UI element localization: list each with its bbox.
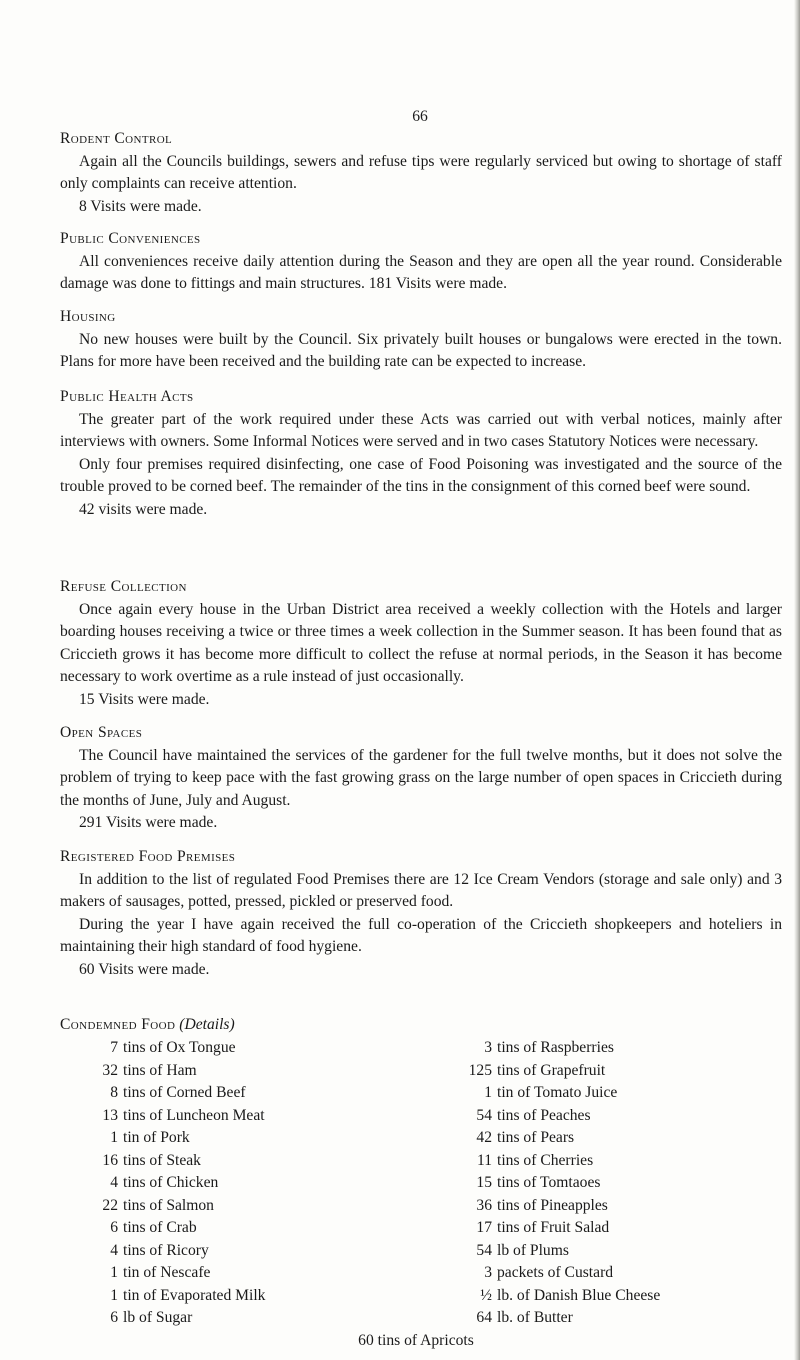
list-item: 4 tins of Chicken	[110, 1174, 219, 1191]
list-item: 60 tins of Apricots	[358, 1332, 474, 1349]
paragraph: 291 Visits were made.	[79, 814, 218, 832]
section-heading: Registered Food Premises	[60, 848, 236, 865]
list-item: 36 tins of Pineapples	[476, 1196, 608, 1214]
section-heading: Open Spaces	[60, 724, 143, 741]
section-open-spaces	[60, 722, 782, 835]
section-condemned-food	[60, 1014, 782, 1037]
list-item: ½ lb. of Danish Blue Cheese	[480, 1286, 661, 1304]
section-housing	[60, 306, 782, 374]
paragraph: 8 Visits were made.	[79, 197, 202, 215]
list-item: 1 tin of Nescafe	[110, 1264, 211, 1281]
condemned-heading	[60, 1014, 782, 1037]
section-registered-food-premises	[60, 846, 782, 982]
list-item: 7 tins of Ox Tongue	[110, 1039, 236, 1056]
list-item: 1 tin of Pork	[110, 1129, 190, 1146]
paragraph: During the year I have again received the full co-operation of the Criccieth shopkeepers and hoteliers in maintaining their high standard of food hygiene.	[60, 915, 782, 956]
list-item: 15 tins of Tomtaoes	[476, 1174, 601, 1191]
list-item: 17 tins of Fruit Salad	[476, 1219, 610, 1236]
list-item: 42 tins of Pears	[476, 1129, 575, 1146]
list-item: 54 lb of Plums	[476, 1241, 569, 1259]
heading-detail: (Details)	[179, 1016, 235, 1033]
section-public-health-acts	[60, 386, 782, 522]
list-item: 6 tins of Crab	[110, 1219, 197, 1236]
list-item: 32 tins of Ham	[102, 1061, 197, 1079]
paragraph: No new houses were built by the Council. Six privately built houses or bungalows were erected in the town. Plans for more have been received and the building rate can be expected to increase.	[60, 330, 782, 371]
list-item: 6 lb of Sugar	[110, 1309, 193, 1326]
paragraph: The Council have maintained the services of the gardener for the full twelve months, but it does not solve the problem of trying to keep pace with the fast growing grass on the large number of open spaces in Criccieth during the months of June, July and August.	[60, 746, 782, 809]
list-item: 22 tins of Salmon	[102, 1196, 214, 1214]
paragraph: Once again every house in the Urban District area received a weekly collection with the Hotels and larger boarding houses receiving a twice or three times a week collection in the Summer season. It has been found that as Criccieth grows it has become more difficult to collect the refuse at normal periods, in the Season it has become necessary to work overtime as a rule instead of just occasionally.	[60, 600, 782, 686]
paragraph: In addition to the list of regulated Food Premises there are 12 Ice Cream Vendors (storage and sale only) and 3 makers of sausages, potted, pressed, pickled or preserved food.	[60, 870, 782, 911]
section-rodent-control	[60, 128, 782, 218]
condemned-list-left	[84, 1037, 265, 1330]
section-public-conveniences	[60, 228, 782, 296]
list-item: 11 tins of Cherries	[476, 1151, 594, 1169]
section-heading: Condemned Food	[60, 1016, 176, 1033]
page-number: 66	[412, 108, 428, 125]
paragraph: Again all the Councils buildings, sewers and refuse tips were regularly serviced but owing to shortage of staff only complaints can receive attention.	[60, 152, 782, 193]
paragraph: The greater part of the work required under these Acts was carried out with verbal notices, mainly after interviews with owners. Some Informal Notices were served and in two cases Statutory Notices were necessary.	[60, 410, 782, 451]
page-edge-shadow	[794, 0, 800, 1360]
section-heading: Rodent Control	[60, 130, 173, 147]
section-heading: Refuse Collection	[60, 578, 187, 595]
condemned-final-line	[60, 1330, 780, 1352]
condemned-list-right	[456, 1037, 660, 1330]
list-item: 125 tins of Grapefruit	[468, 1061, 606, 1079]
paragraph: 60 Visits were made.	[79, 960, 210, 978]
list-item: 16 tins of Steak	[102, 1151, 201, 1169]
list-item: 64 lb. of Butter	[476, 1309, 573, 1326]
list-item: 4 tins of Ricory	[110, 1241, 209, 1259]
list-item: 3 packets of Custard	[484, 1264, 614, 1281]
list-item: 54 tins of Peaches	[476, 1106, 591, 1124]
section-heading: Public Conveniences	[60, 230, 201, 247]
section-heading: Housing	[60, 308, 116, 325]
list-item: 3 tins of Raspberries	[484, 1039, 614, 1056]
list-item: 8 tins of Corned Beef	[110, 1084, 246, 1101]
paragraph: 15 Visits were made.	[79, 690, 210, 708]
list-item: 1 tin of Tomato Juice	[484, 1084, 618, 1101]
section-heading: Public Health Acts	[60, 388, 194, 405]
list-item: 13 tins of Luncheon Meat	[102, 1106, 265, 1124]
section-refuse-collection	[60, 576, 782, 712]
paragraph: 42 visits were made.	[79, 500, 208, 518]
paragraph: Only four premises required disinfecting, one case of Food Poisoning was investigated and the source of the trouble proved to be corned beef. The remainder of the tins in the consignment of this corned beef were sound.	[60, 455, 782, 496]
list-item: 1 tin of Evaporated Milk	[110, 1286, 266, 1304]
paragraph: All conveniences receive daily attention during the Season and they are open all the year round. Considerable damage was done to fittings and main structures. 181 Visits were made.	[60, 252, 782, 293]
